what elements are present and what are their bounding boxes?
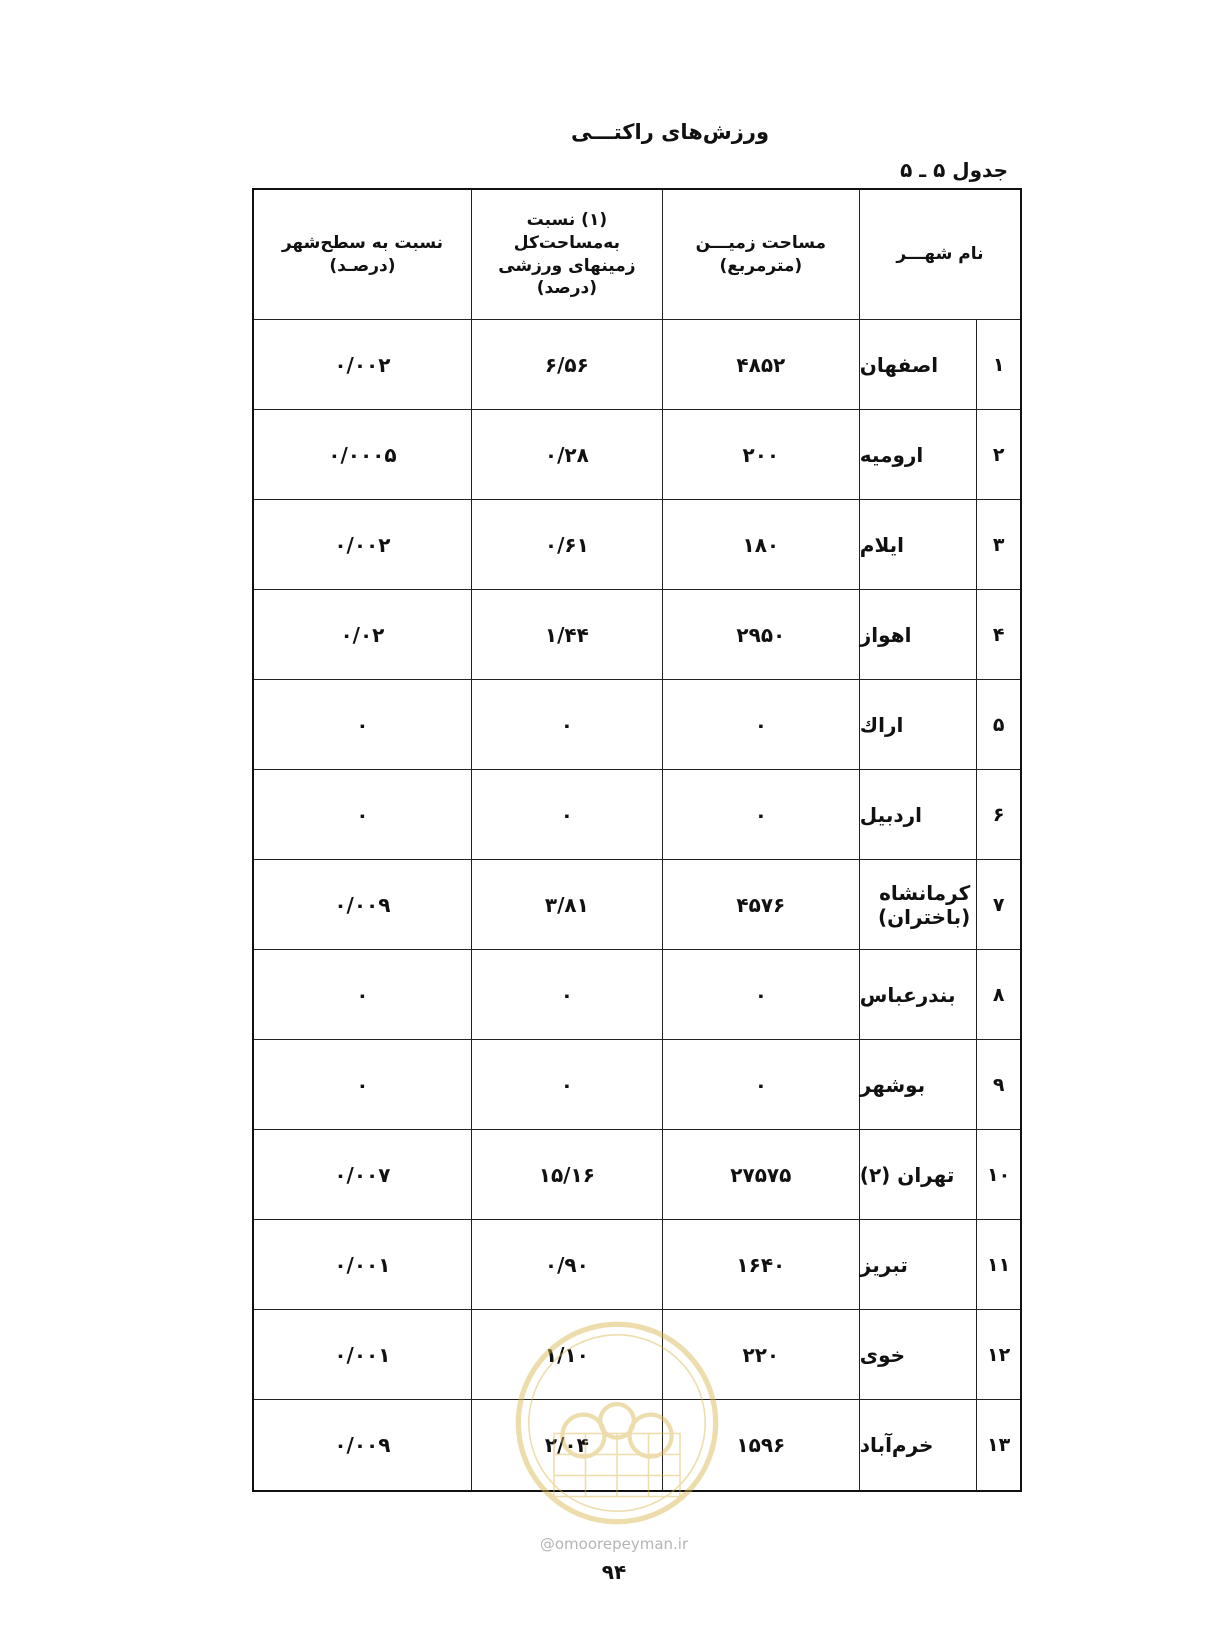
row-number: ۸ [976,950,1020,1039]
table-row [254,860,1020,950]
area-value: ۰ [662,1040,859,1129]
table-row [254,410,1020,500]
row-number: ۴ [976,590,1020,679]
row-number: ۹ [976,1040,1020,1129]
row-number: ۲ [976,410,1020,499]
ratio-value: ۰/۰۰۹ [334,1433,391,1457]
share-value: ۰ [471,770,662,859]
ratio-value: ۰ [356,712,369,737]
table-row [254,590,1020,680]
row-number: ۱ [976,320,1020,409]
city-name: بندرعباس [859,950,976,1039]
area-value: ۰ [662,680,859,769]
ratio-value: ۰ [356,982,369,1007]
area-value: ۴۵۷۶ [662,860,859,949]
ratio-value: ۰/۰۰۱ [334,1342,391,1367]
share-value: ۰ [471,680,662,769]
ratio-value: ۰ [356,802,369,827]
table-caption: جدول ۵ ـ ۵ [900,158,1008,182]
city-name: اهواز [859,590,976,679]
area-value: ۲۰۰ [662,410,859,499]
city-name: تهران (۲) [859,1130,976,1219]
area-value: ۲۲۰ [662,1310,859,1399]
table-row [254,950,1020,1040]
city-name: اردبیل [859,770,976,859]
share-value: ۲/۰۴ [471,1400,662,1490]
page-title: ورزش‌های راکتـــی [570,120,770,144]
watermark-text: @omoorepeyman.ir [539,1535,689,1553]
city-name: ایلام [859,500,976,589]
city-name: تبریز [859,1220,976,1309]
table-row [254,1220,1020,1310]
city-name: کرمانشاه (باختران) [859,860,976,949]
data-table [252,188,1022,1492]
share-value: ۳/۸۱ [471,860,662,949]
ratio-value: ۰/۰۰۷ [334,1162,391,1187]
area-value: ۰ [662,950,859,1039]
area-value: ۲۷۵۷۵ [662,1130,859,1219]
page-number: ۹۴ [601,1560,627,1584]
share-value: ۱/۴۴ [471,590,662,679]
ratio-value: ۰/۰۰۱ [334,1252,391,1277]
ratio-value: ۰/۰۲ [340,622,385,647]
row-number: ۱۱ [976,1220,1020,1309]
city-name: ارومیه [859,410,976,499]
area-value: ۱۸۰ [662,500,859,589]
table-row [254,500,1020,590]
row-number: ۱۰ [976,1130,1020,1219]
table-row [254,1130,1020,1220]
area-value: ۰ [662,770,859,859]
row-number: ۶ [976,770,1020,859]
share-value: ۶/۵۶ [471,320,662,409]
row-number: ۳ [976,500,1020,589]
ratio-value: ۰/۰۰۲ [334,532,391,557]
city-name: اصفهان [859,320,976,409]
city-name: بوشهر [859,1040,976,1129]
share-value: ۰/۶۱ [471,500,662,589]
share-value: ۰ [471,1040,662,1129]
table-row [254,320,1020,410]
share-value: ۱۵/۱۶ [471,1130,662,1219]
city-name: خوی [859,1310,976,1399]
area-value: ۱۵۹۶ [662,1400,859,1490]
ratio-value: ۰/۰۰۰۵ [328,442,397,467]
row-number: ۵ [976,680,1020,769]
table-header-row [254,190,1020,320]
row-number: ۱۳ [976,1400,1020,1490]
table-row [254,770,1020,860]
city-name: اراك [859,680,976,769]
share-value: ۰ [471,950,662,1039]
header-city: نام شهـــر [859,190,1020,319]
header-area: مساحت زمیـــن (مترمربع) [662,190,859,319]
ratio-value: ۰/۰۰۹ [334,892,391,917]
table-row [254,1400,1020,1490]
share-value: ۰/۹۰ [471,1220,662,1309]
area-value: ۲۹۵۰ [662,590,859,679]
row-number: ۷ [976,860,1020,949]
share-value: ۰/۲۸ [471,410,662,499]
share-value: ۱/۱۰ [471,1310,662,1399]
header-ratio: نسبت به سطح‌شهر (درصـد) [281,232,444,276]
ratio-value: ۰ [356,1072,369,1097]
area-value: ۴۸۵۲ [662,320,859,409]
area-value: ۱۶۴۰ [662,1220,859,1309]
ratio-value: ۰/۰۰۲ [334,352,391,377]
table-row [254,1040,1020,1130]
table-row [254,1310,1020,1400]
city-name: خرم‌آباد [859,1400,976,1490]
row-number: ۱۲ [976,1310,1020,1399]
header-share: (۱) نسبت به‌مساحت‌کل زمینهای ورزشی (درصد) [471,190,662,319]
table-row [254,680,1020,770]
